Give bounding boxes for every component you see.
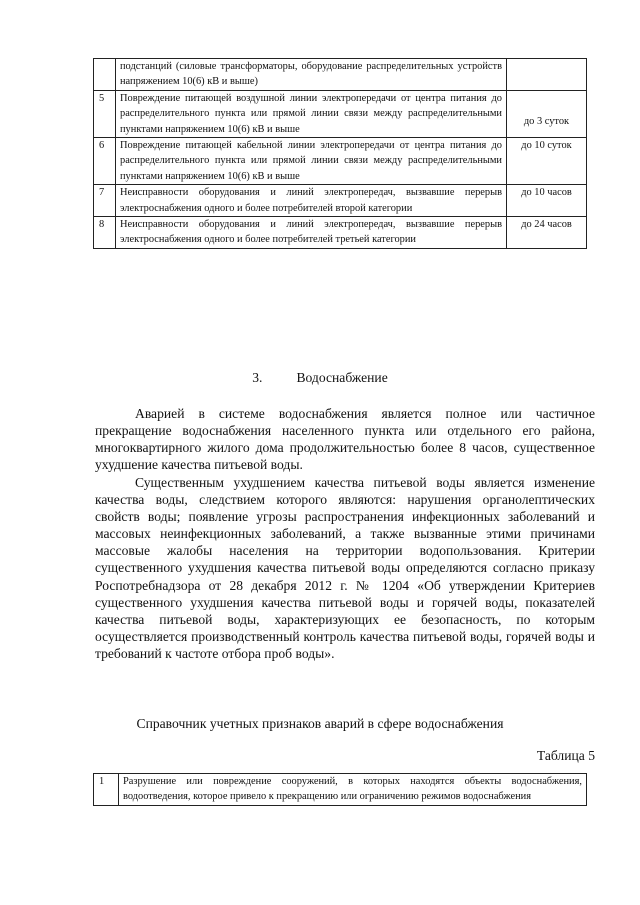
row-term: до 10 суток	[507, 138, 587, 185]
table-row	[94, 185, 587, 217]
row-number: 1	[94, 774, 119, 806]
table-row	[94, 59, 587, 91]
row-description: подстанций (силовые трансформаторы, оборудование распределительных устройств напряжением 10(6) кВ и выше)	[116, 59, 507, 91]
section-number: 3.	[252, 370, 263, 385]
section-heading	[0, 370, 640, 386]
row-term: до 10 часов	[507, 185, 587, 217]
row-term: до 3 суток	[507, 90, 587, 137]
section-title: Водоснабжение	[296, 370, 388, 385]
row-term	[507, 59, 587, 91]
incident-table-water	[93, 773, 587, 806]
row-number	[94, 59, 116, 91]
paragraph: Существенным ухудшением качества питьевой воды является изменение качества воды, следствием которого являются: нарушения органолептических свойств воды; появление угрозы распространения инфекционных заболеваний и массовых неинфекционных заболеваний, а также вызванные этими причинами массовые жалобы населения на территории водопользования. Критерии существенного ухудшения качества питьевой воды определяются согласно приказу Роспотребнадзора от 28 декабря 2012 г. № 1204 «Об утверждении Критериев существенного ухудшения качества питьевой воды и горячей воды, показателей качества питьевой воды, характеризующих ее безопасность, по которым осуществляется производственный контроль качества питьевой воды, горячей воды и требований к частоте отбора проб воды».	[95, 475, 595, 661]
row-number: 6	[94, 138, 116, 185]
row-number: 7	[94, 185, 116, 217]
paragraph: Аварией в системе водоснабжения является полное или частичное прекращение водоснабжения населенного пункта или отдельного его района, многоквартирного жилого дома продолжительностью более 8 часов, существенное ухудшение качества питьевой воды.	[95, 406, 595, 473]
table-row	[94, 138, 587, 185]
row-description: Неисправности оборудования и линий электропередач, вызвавшие перерыв электроснабжения одного и более потребителей третьей категории	[116, 217, 507, 249]
row-description: Повреждение питающей воздушной линии электропередачи от центра питания до распределительного пункта или прямой линии связи между распределительными пунктами напряжением 10(6) кВ и выше	[116, 90, 507, 137]
table-row	[94, 217, 587, 249]
row-description: Разрушение или повреждение сооружений, в которых находятся объекты водоснабжения, водоотведения, которое привело к прекращению или ограничению режимов водоснабжения	[119, 774, 587, 806]
table-row	[94, 774, 587, 806]
table-row	[94, 90, 587, 137]
row-number: 8	[94, 217, 116, 249]
row-term: до 24 часов	[507, 217, 587, 249]
table-label: Таблица 5	[536, 748, 595, 763]
incident-table-electricity	[93, 58, 587, 249]
row-description: Повреждение питающей кабельной линии электропередачи от центра питания до распределительного пункта или прямой линии связи между распределительными пунктами напряжением 10(6) кВ и выше	[116, 138, 507, 185]
table-caption: Справочник учетных признаков аварий в сфере водоснабжения	[136, 716, 504, 731]
row-description: Неисправности оборудования и линий электропередач, вызвавшие перерыв электроснабжения одного и более потребителей второй категории	[116, 185, 507, 217]
row-number: 5	[94, 90, 116, 137]
